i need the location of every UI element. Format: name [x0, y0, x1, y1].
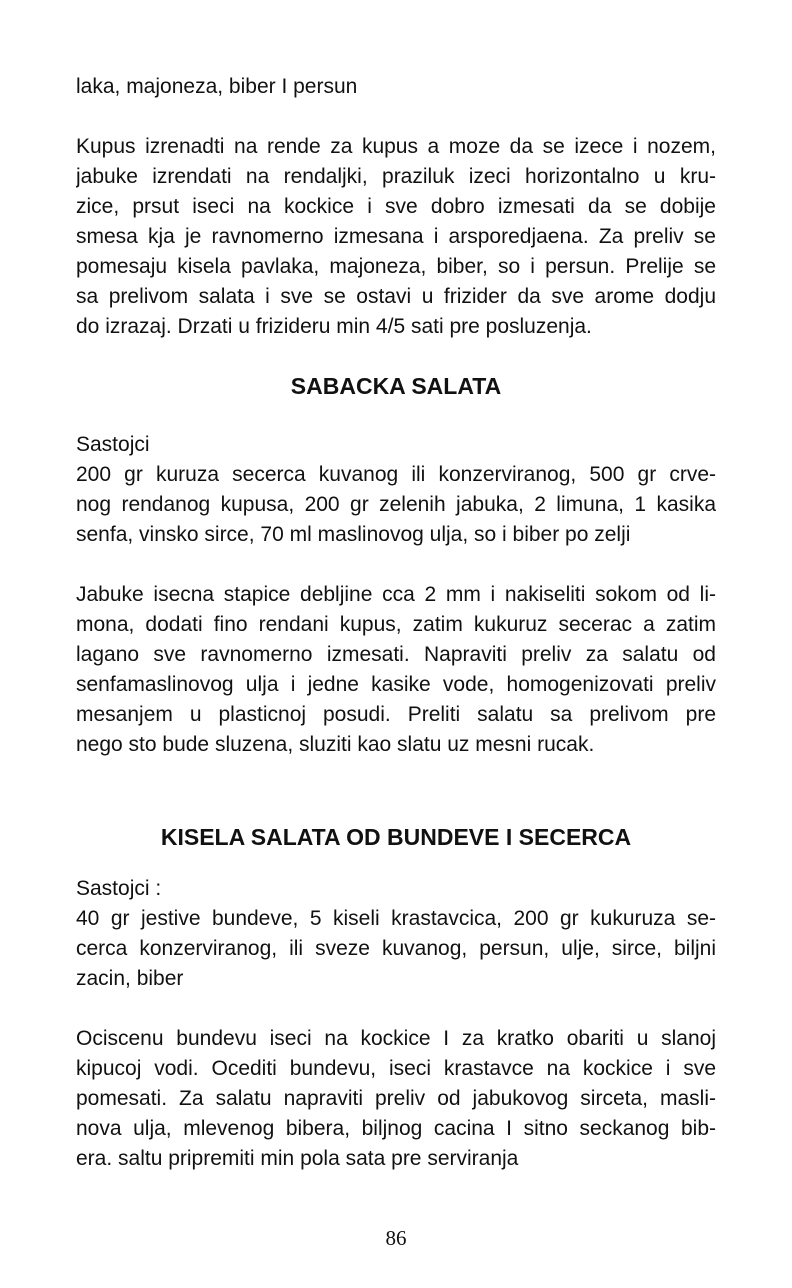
recipe2-ingredients-label: [76, 874, 716, 904]
text-line: nova ulja, mlevenog bibera, biljnog cacina I sitno seckanog bib-: [76, 1117, 716, 1140]
text-line: kipucoj vodi. Oceditі bundevu, iseci krastavce na kockice i sve: [76, 1057, 716, 1080]
text-line: Ociscenu bundevu iseci na kockice I za kratko obariti u slanoj: [76, 1027, 716, 1050]
text-line: mona, dodati fino rendani kupus, zatim kukuruz secerac a zatim: [76, 613, 716, 636]
text-line: pomesaju kisela pavlaka, majoneza, biber, so i persun. Prelije se: [76, 255, 716, 278]
text-line: do izrazaj. Drzati u frizideru min 4/5 sati pre posluzenja.: [76, 315, 592, 338]
text-line: zice, prsut iseci na kockice i sve dobro izmesati da se dobije: [76, 195, 716, 218]
text-line: pomesati. Za salatu napraviti preliv od jabukovog sirceta, masli-: [76, 1087, 716, 1110]
text-line: cerca konzerviranog, ili sveze kuvanog, persun, ulje, sirce, biljni: [76, 937, 716, 960]
text-line: lagano sve ravnomerno izmesati. Napraviti preliv za salatu od: [76, 643, 716, 666]
text-line: nog rendanog kupusa, 200 gr zelenih jabuka, 2 limuna, 1 kasika: [76, 493, 716, 516]
recipe-title-sabacka-salata: SABACKA SALATA: [290, 373, 502, 399]
text-line: era. saltu pripremiti min pola sata pre serviranja: [76, 1147, 519, 1170]
text-line: Kupus izrenadti na rende za kupus a moze da se izece i nozem,: [76, 135, 716, 158]
text-line: smesa kja je ravnomerno izmesana i arsporedjaena. Za preliv se: [76, 225, 716, 248]
text-line: senfamaslinovog ulja i jedne kasike vode, homogenizovati preliv: [76, 673, 716, 696]
text-line: laka, majoneza, biber I persun: [76, 75, 358, 98]
text-line: 40 gr jestive bundeve, 5 kiseli krastavcica, 200 gr kukuruza se-: [76, 907, 716, 930]
ingredients-label: Sastojci: [76, 433, 150, 456]
recipe2-method-paragraph: [76, 1024, 716, 1174]
text-line: sa prelivom salata i sve se ostavi u frizider da sve arome dodju: [76, 285, 716, 308]
text-line: jabuke izrendati na rendaljki, praziluk izeci horizontalno u kru-: [76, 165, 716, 188]
recipe1-ingredients: [76, 460, 716, 550]
text-line: 200 gr kuruza secerca kuvanog ili konzerviranog, 500 gr crve-: [76, 463, 716, 486]
page-content: [76, 72, 716, 1174]
text-line: mesanjem u plasticnoj posudi. Preliti salatu sa prelivom pre: [76, 703, 716, 726]
recipe1-method-paragraph: [76, 580, 716, 760]
text-line: nego sto bude sluzena, sluziti kao slatu uz mesni rucak.: [76, 733, 595, 756]
intro-first-line: [76, 72, 716, 102]
recipe2-ingredients: [76, 904, 716, 994]
ingredients-label: Sastojci :: [76, 877, 162, 900]
intro-method-paragraph: [76, 132, 716, 342]
text-line: senfa, vinsko sirce, 70 ml maslinovog ulja, so i biber po zelji: [76, 523, 631, 546]
recipe1-ingredients-label: [76, 430, 716, 460]
recipe-title-kisela-salata: KISELA SALATA OD BUNDEVE I SECERCA: [160, 824, 632, 850]
text-line: Jabuke isecna stapice debljine cca 2 mm i nakiseliti sokom od li-: [76, 583, 716, 606]
page-number: 86: [385, 1226, 407, 1250]
text-line: zacin, biber: [76, 967, 184, 990]
